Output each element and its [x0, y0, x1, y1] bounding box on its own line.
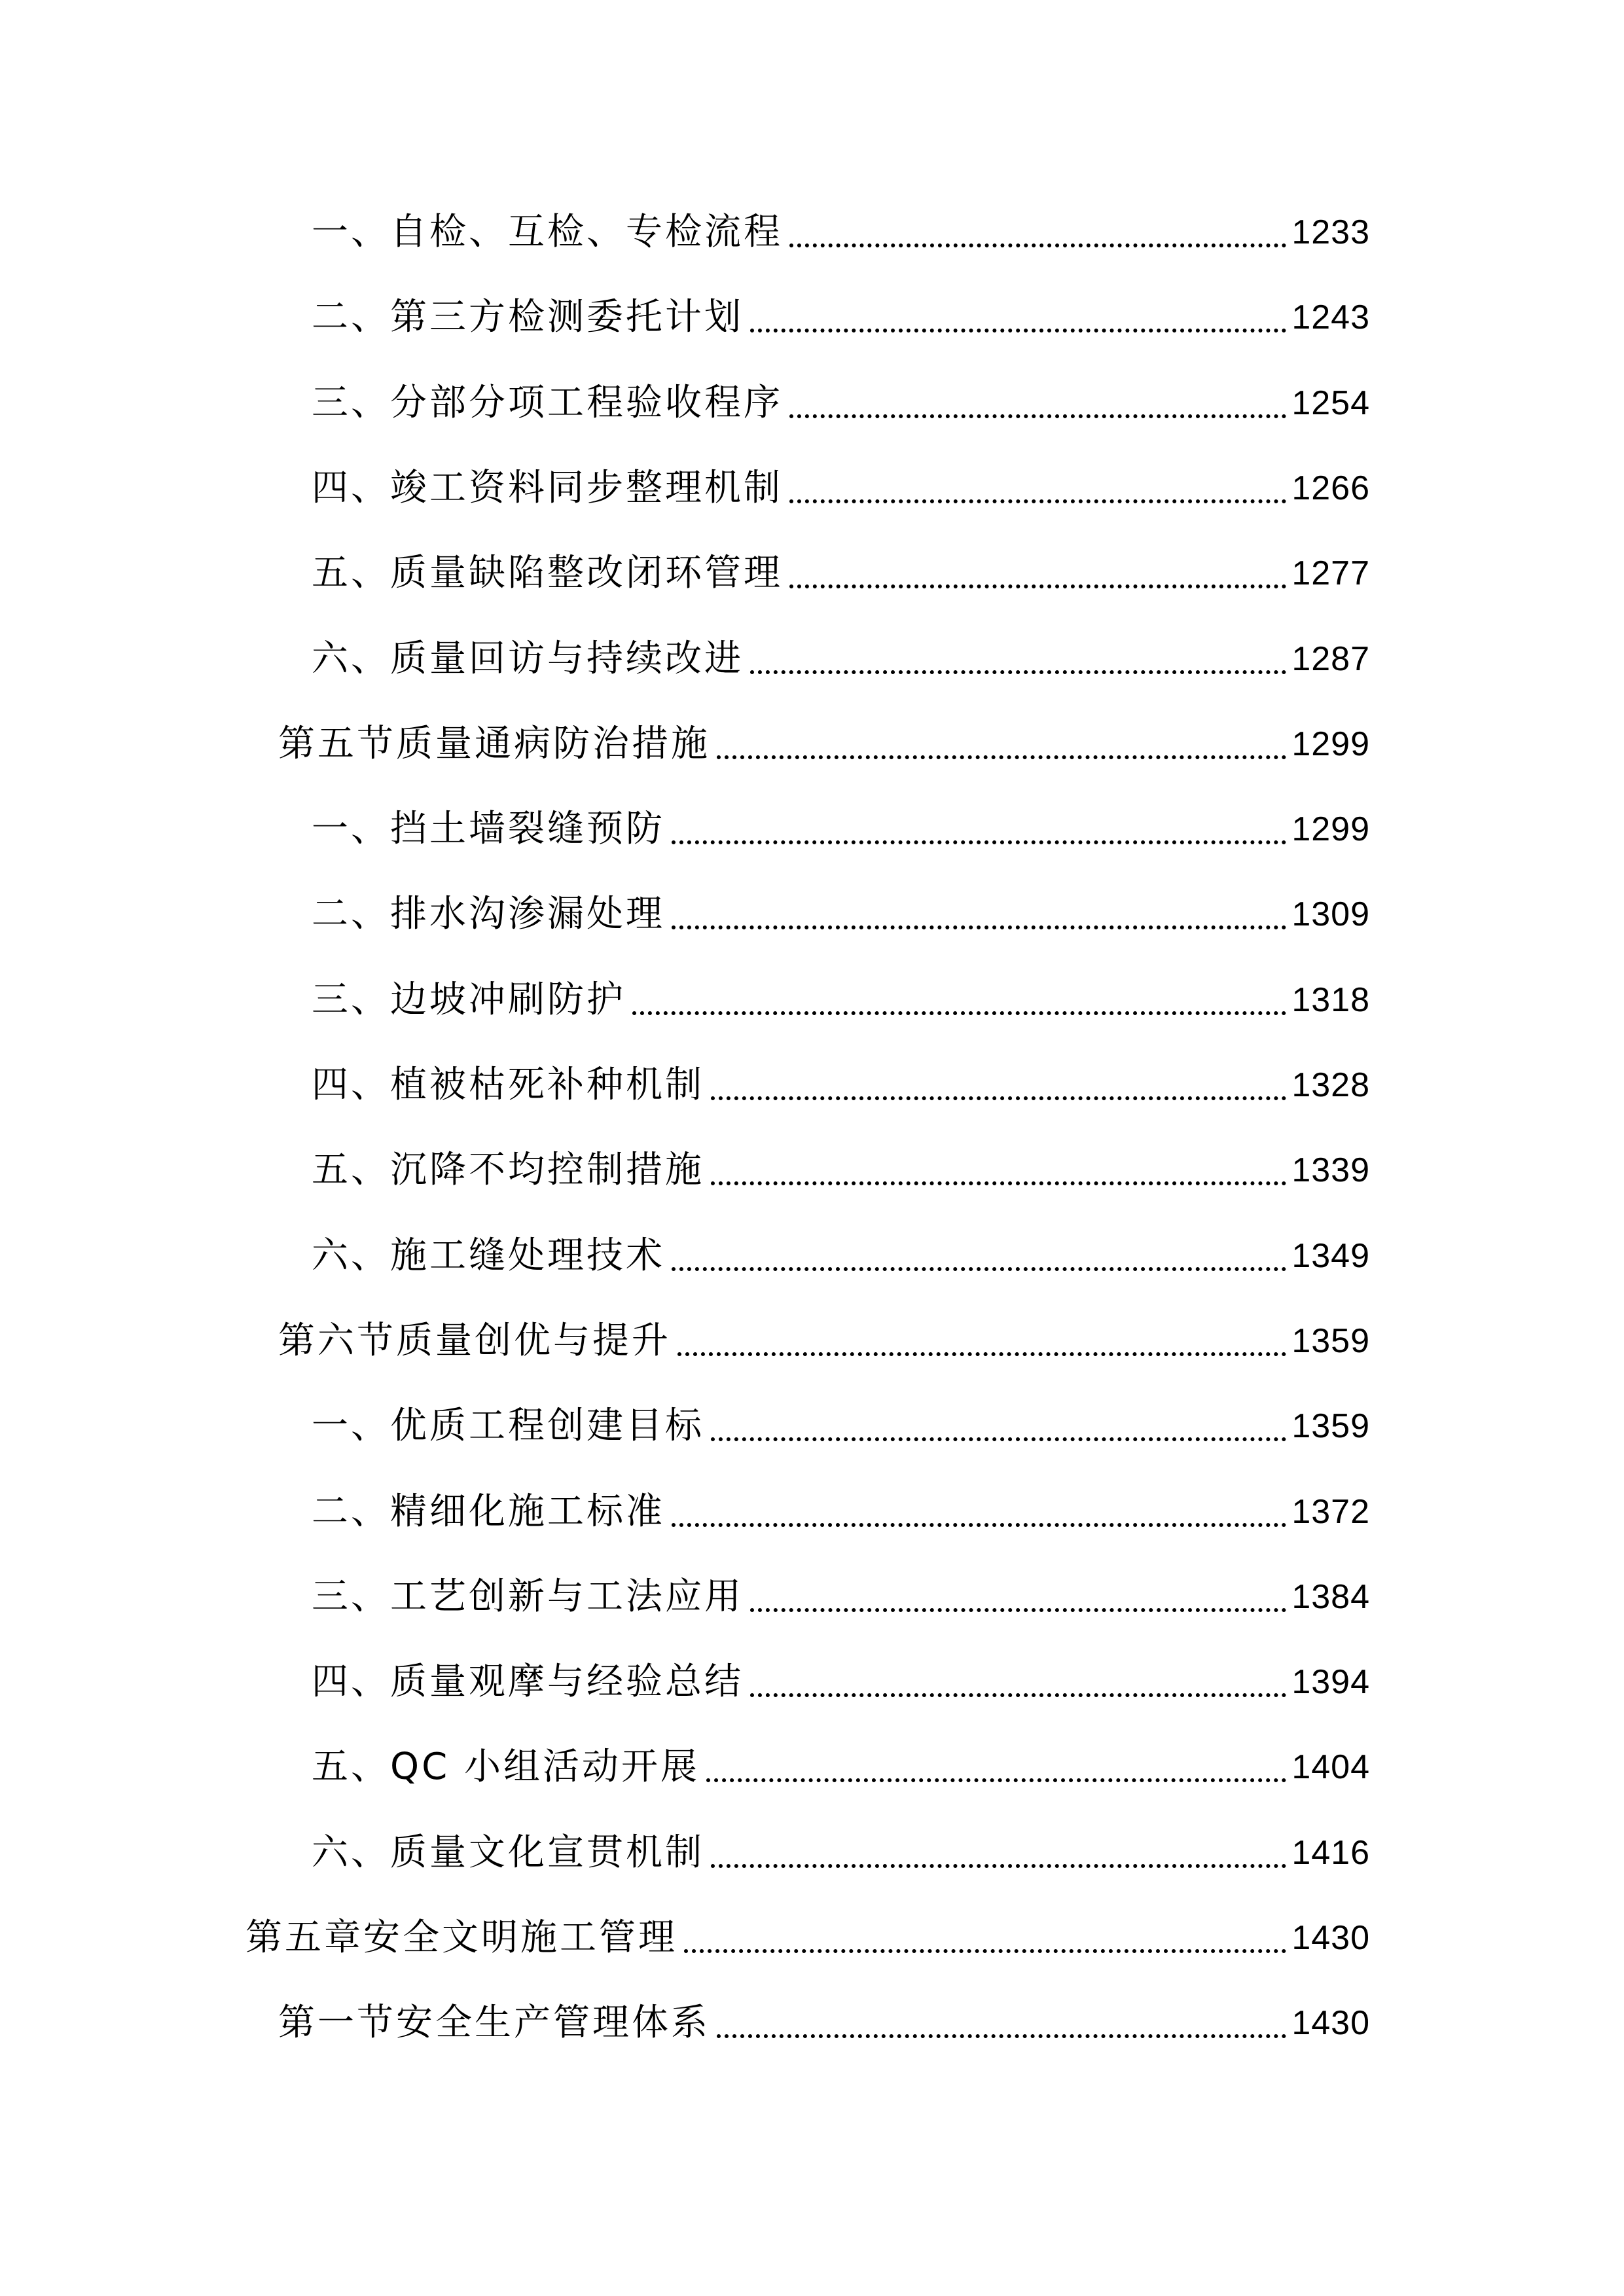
- toc-entry-title: 六、施工缝处理技术: [312, 1234, 665, 1277]
- toc-entry-title: 五、质量缺陷整改闭环管理: [312, 552, 783, 594]
- toc-entry-title: 第五章安全文明施工管理: [245, 1916, 677, 1959]
- toc-dot-leader: [677, 1352, 1286, 1356]
- toc-entry[interactable]: [312, 885, 1370, 944]
- toc-entry[interactable]: [312, 459, 1370, 518]
- toc-entry[interactable]: [312, 1227, 1370, 1285]
- toc-entry[interactable]: [312, 1568, 1370, 1626]
- toc-page-number: 1328: [1291, 1066, 1370, 1104]
- toc-page-number: 1372: [1291, 1493, 1370, 1531]
- toc-entry-title: 二、精细化施工标准: [312, 1490, 665, 1533]
- toc-dot-leader: [672, 1267, 1286, 1271]
- toc-dot-leader: [789, 499, 1286, 503]
- toc-page-number: 1359: [1291, 1322, 1370, 1360]
- toc-entry-title: 一、挡土墙裂缝预防: [312, 808, 665, 850]
- toc-entry[interactable]: [278, 1994, 1370, 2053]
- toc-page-number: 1254: [1291, 384, 1370, 422]
- toc-dot-leader: [717, 2034, 1286, 2038]
- toc-page-number: 1384: [1291, 1578, 1370, 1616]
- toc-page-number: 1299: [1291, 725, 1370, 763]
- toc-page-number: 1404: [1291, 1748, 1370, 1786]
- toc-dot-leader: [672, 840, 1286, 844]
- toc-page-number: 1318: [1291, 981, 1370, 1019]
- toc-page-number: 1416: [1291, 1834, 1370, 1872]
- toc-dot-leader: [711, 1864, 1286, 1868]
- toc-dot-leader: [711, 1437, 1286, 1441]
- toc-page-number: 1243: [1291, 298, 1370, 336]
- toc-entry-title: 一、优质工程创建目标: [312, 1405, 704, 1447]
- toc-dot-leader: [706, 1778, 1286, 1782]
- toc-dot-leader: [717, 755, 1286, 759]
- toc-entry[interactable]: [312, 544, 1370, 603]
- toc-entry-title: 四、植被枯死补种机制: [312, 1064, 704, 1106]
- toc-entry-title: 六、质量回访与持续改进: [312, 637, 744, 680]
- toc-dot-leader: [750, 1693, 1286, 1697]
- toc-entry-title: 第五节质量通病防治措施: [278, 723, 710, 765]
- toc-entry-title: 三、边坡冲刷防护: [312, 978, 626, 1021]
- toc-page-number: 1299: [1291, 810, 1370, 848]
- toc-page-number: 1277: [1291, 554, 1370, 592]
- toc-dot-leader: [672, 1523, 1286, 1527]
- toc-dot-leader: [750, 329, 1286, 332]
- toc-entry-title: 五、QC 小组活动开展: [312, 1746, 700, 1788]
- toc-dot-leader: [672, 925, 1286, 929]
- toc-entry-title: 三、工艺创新与工法应用: [312, 1575, 744, 1618]
- toc-page-number: 1266: [1291, 469, 1370, 507]
- toc-entry[interactable]: [312, 288, 1370, 347]
- toc-page-number: 1349: [1291, 1237, 1370, 1275]
- toc-entry[interactable]: [312, 1397, 1370, 1456]
- toc-page-number: 1394: [1291, 1663, 1370, 1701]
- toc-dot-leader: [711, 1096, 1286, 1100]
- toc-entry-title: 二、排水沟渗漏处理: [312, 893, 665, 935]
- toc-dot-leader: [750, 1608, 1286, 1612]
- toc-entry-title: 三、分部分项工程验收程序: [312, 382, 783, 424]
- toc-dot-leader: [750, 670, 1286, 674]
- toc-dot-leader: [789, 584, 1286, 588]
- toc-entry-title: 第一节安全生产管理体系: [278, 2001, 710, 2044]
- toc-entry[interactable]: [245, 1909, 1370, 1967]
- toc-dot-leader: [789, 243, 1286, 247]
- toc-entry[interactable]: [312, 630, 1370, 689]
- toc-entry[interactable]: [312, 1141, 1370, 1200]
- toc-entry-title: 四、竣工资料同步整理机制: [312, 467, 783, 509]
- toc-page-number: 1233: [1291, 213, 1370, 251]
- toc-entry[interactable]: [312, 1056, 1370, 1115]
- toc-entry[interactable]: [312, 971, 1370, 1030]
- toc-entry[interactable]: [312, 374, 1370, 433]
- toc-entry[interactable]: [312, 1823, 1370, 1882]
- toc-page-number: 1430: [1291, 1919, 1370, 1957]
- toc-entry[interactable]: [312, 1738, 1370, 1797]
- toc-page-number: 1287: [1291, 640, 1370, 678]
- toc-entry-title: 五、沉降不均控制措施: [312, 1149, 704, 1191]
- toc-dot-leader: [684, 1949, 1286, 1953]
- toc-entry-title: 六、质量文化宣贯机制: [312, 1831, 704, 1874]
- toc-entry-title: 四、质量观摩与经验总结: [312, 1660, 744, 1703]
- toc-entry[interactable]: [312, 1482, 1370, 1541]
- toc-entry-title: 二、第三方检测委托计划: [312, 296, 744, 338]
- toc-entry[interactable]: [278, 715, 1370, 774]
- toc-page-number: 1430: [1291, 2004, 1370, 2042]
- toc-page-number: 1309: [1291, 895, 1370, 933]
- toc-entry[interactable]: [312, 800, 1370, 859]
- toc-page-number: 1359: [1291, 1407, 1370, 1445]
- toc-dot-leader: [789, 414, 1286, 418]
- toc-entry[interactable]: [278, 1312, 1370, 1371]
- toc-entry[interactable]: [312, 203, 1370, 262]
- toc-entry-title: 一、自检、互检、专检流程: [312, 211, 783, 253]
- toc-entry[interactable]: [312, 1653, 1370, 1712]
- toc-dot-leader: [632, 1011, 1286, 1015]
- toc-dot-leader: [711, 1181, 1286, 1185]
- toc-entry-title: 第六节质量创优与提升: [278, 1319, 671, 1362]
- toc-page-number: 1339: [1291, 1151, 1370, 1189]
